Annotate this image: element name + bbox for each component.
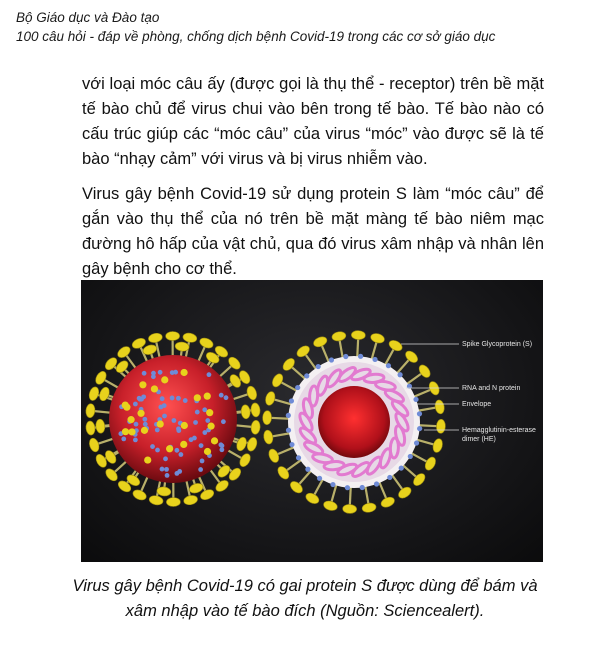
blue-knob (155, 448, 160, 453)
envelope-knob (329, 357, 334, 362)
envelope-knob (330, 482, 335, 487)
blue-knob (158, 370, 163, 375)
blue-knob (162, 414, 167, 419)
spike-head (88, 386, 101, 402)
header-organization: Bộ Giáo dục và Đào tạo (16, 10, 160, 25)
envelope-knob (286, 428, 291, 433)
envelope-knob (399, 465, 404, 470)
spike-head (267, 448, 281, 464)
blue-knob (142, 417, 147, 422)
blue-knob (137, 396, 142, 401)
spike-head (182, 332, 198, 344)
spike-head (166, 497, 180, 506)
spike-head (245, 385, 258, 401)
spike-head-front (180, 441, 187, 448)
blue-knob (165, 473, 170, 478)
blue-knob (224, 395, 229, 400)
blue-knob (171, 418, 176, 423)
blue-knob (219, 447, 224, 452)
spike-head (351, 330, 365, 340)
label-he-line1: Hemagglutinin-esterase (462, 427, 536, 434)
spike-head (342, 504, 356, 514)
blue-knob (199, 443, 204, 448)
caption-line-1: Virus gây bệnh Covid-19 có gai protein S được dùng để bám và (72, 577, 538, 595)
spike-head (361, 502, 376, 513)
blue-knob (142, 371, 147, 376)
spike-head (250, 420, 260, 435)
envelope-knob (408, 454, 413, 459)
blue-knob (189, 437, 194, 442)
virus-illustration (81, 280, 543, 562)
envelope-knob (296, 455, 301, 460)
spike-head (148, 494, 164, 506)
blue-knob (176, 426, 181, 431)
spike-head-front (204, 393, 211, 400)
spike-head (387, 338, 404, 353)
blue-knob (219, 393, 224, 398)
spike-head (85, 421, 95, 436)
blue-knob (133, 438, 138, 443)
blue-knob (202, 430, 207, 435)
envelope-knob (317, 476, 322, 481)
spike-head-front (161, 376, 168, 383)
spike-head-front (166, 445, 173, 452)
envelope-knob (374, 481, 379, 486)
spike-head (240, 404, 250, 419)
spike-head (88, 437, 101, 453)
spike-head (295, 344, 312, 359)
envelope-knob (289, 442, 294, 447)
blue-knob (200, 459, 205, 464)
envelope-knob (386, 363, 391, 368)
body-text (82, 72, 544, 292)
blue-knob (195, 410, 200, 415)
spike-head-front (181, 369, 188, 376)
figure-caption (60, 574, 550, 624)
blue-knob (170, 396, 175, 401)
spike-head (423, 455, 438, 472)
spike-head (238, 452, 253, 469)
envelope-knob (360, 485, 365, 490)
blue-knob (207, 372, 212, 377)
spike-head (396, 485, 413, 500)
envelope-knob (316, 364, 321, 369)
spike-head (436, 419, 446, 433)
blue-knob (177, 469, 182, 474)
spike-head-front (144, 456, 151, 463)
blue-knob (160, 396, 165, 401)
spike-head (85, 403, 95, 418)
blue-knob (160, 467, 165, 472)
blue-knob (176, 396, 181, 401)
envelope-knob (304, 373, 309, 378)
envelope-knob (345, 485, 350, 490)
spike-head (322, 500, 338, 512)
blue-knob (134, 422, 139, 427)
spike-head (270, 372, 285, 389)
blue-knob (155, 428, 160, 433)
blue-knob (174, 448, 179, 453)
blue-knob (183, 398, 188, 403)
spike-head-front (204, 448, 211, 455)
envelope-knob (343, 354, 348, 359)
virus-core (318, 386, 390, 458)
envelope-knob (417, 411, 422, 416)
paragraph-1: với loại móc câu ấy (được gọi là thụ thể - receptor) trên bề mặt tế bào chủ để virus chui vào bên trong tế bào. Tế bào nào có cấu trúc giúp các “móc câu” của virus “móc” vào được sẽ là tế bào “nhạy cảm” với virus và bị virus nhiễm vào. (82, 75, 544, 168)
spike-head (166, 331, 180, 340)
spike-head-front (206, 409, 213, 416)
spike-head (116, 344, 133, 360)
envelope-knob (387, 475, 392, 480)
envelope-knob (397, 372, 402, 377)
blue-knob (133, 402, 138, 407)
virus-cross-section (262, 330, 445, 513)
spike-head-front (157, 420, 164, 427)
spike-head-front (141, 427, 148, 434)
spike-head-front (211, 437, 218, 444)
spike-head-front (128, 428, 135, 435)
spike-head (246, 436, 259, 452)
spike-head (95, 419, 105, 434)
blue-knob (193, 420, 198, 425)
spike-head-front (151, 385, 158, 392)
document-header (16, 8, 495, 46)
blue-knob (164, 467, 169, 472)
spike-head-front (139, 381, 146, 388)
spike-head (304, 491, 321, 506)
label-he-line2: dimer (HE) (462, 436, 496, 443)
blue-knob (143, 422, 148, 427)
blue-knob (198, 467, 203, 472)
blue-knob (221, 419, 226, 424)
spike-head (432, 438, 444, 454)
spike-head (131, 488, 147, 502)
caption-line-2: xâm nhập vào tế bào đích (Nguồn: Sciencealert). (125, 602, 485, 620)
spike-head (370, 332, 386, 344)
blue-knob (179, 452, 184, 457)
spike-head (312, 335, 328, 349)
envelope-knob (305, 467, 310, 472)
envelope-knob (358, 354, 363, 359)
spike-head-front (207, 423, 214, 430)
envelope-knob (413, 397, 418, 402)
paragraph-2: Virus gây bệnh Covid-19 sử dụng protein S làm “móc câu” để gắn vào thụ thể của nó trên bề mặt màng tế bào niêm mạc đường hô hấp của vật chủ, qua đó virus xâm nhập và nhân lên gây bệnh cho cơ thể. (82, 185, 544, 278)
blue-knob (205, 418, 210, 423)
spike-head (434, 399, 445, 414)
spike-head (262, 410, 272, 424)
spike-head-front (122, 401, 129, 408)
spike-head (214, 478, 231, 494)
blue-knob (121, 437, 126, 442)
envelope-knob (372, 357, 377, 362)
label-envelope: Envelope (462, 401, 492, 408)
spike-head (183, 494, 199, 506)
spike-head-front (137, 410, 144, 417)
virus-whole (85, 331, 261, 506)
spike-head-front (122, 428, 129, 435)
envelope-knob (417, 426, 422, 431)
blue-knob (150, 444, 155, 449)
spike-head (198, 336, 214, 350)
envelope-knob (286, 413, 291, 418)
spike-head (263, 429, 274, 444)
spike-head-front (127, 416, 134, 423)
spike-head (331, 331, 346, 342)
blue-knob (158, 405, 163, 410)
envelope-knob (289, 398, 294, 403)
spike-head (94, 370, 109, 387)
blue-knob (151, 371, 156, 376)
blue-knob (170, 370, 175, 375)
label-rna: RNA and N protein (462, 385, 521, 392)
header-document-title: 100 câu hỏi - đáp về phòng, chống dịch bệnh Covid-19 trong các cơ sở giáo dục (16, 29, 496, 44)
blue-knob (163, 456, 168, 461)
spike-head (250, 402, 260, 417)
spike-head (148, 332, 164, 344)
spike-head-front (194, 394, 201, 401)
spike-head (276, 464, 291, 481)
envelope-knob (295, 385, 300, 390)
label-spike: Spike Glycoprotein (S) (462, 341, 533, 348)
spike-head (417, 363, 432, 380)
envelope-knob (414, 440, 419, 445)
spike-head-front (181, 422, 188, 429)
spike-head (380, 495, 396, 509)
spike-head (264, 390, 276, 406)
virus-illustration-svg (81, 280, 543, 562)
